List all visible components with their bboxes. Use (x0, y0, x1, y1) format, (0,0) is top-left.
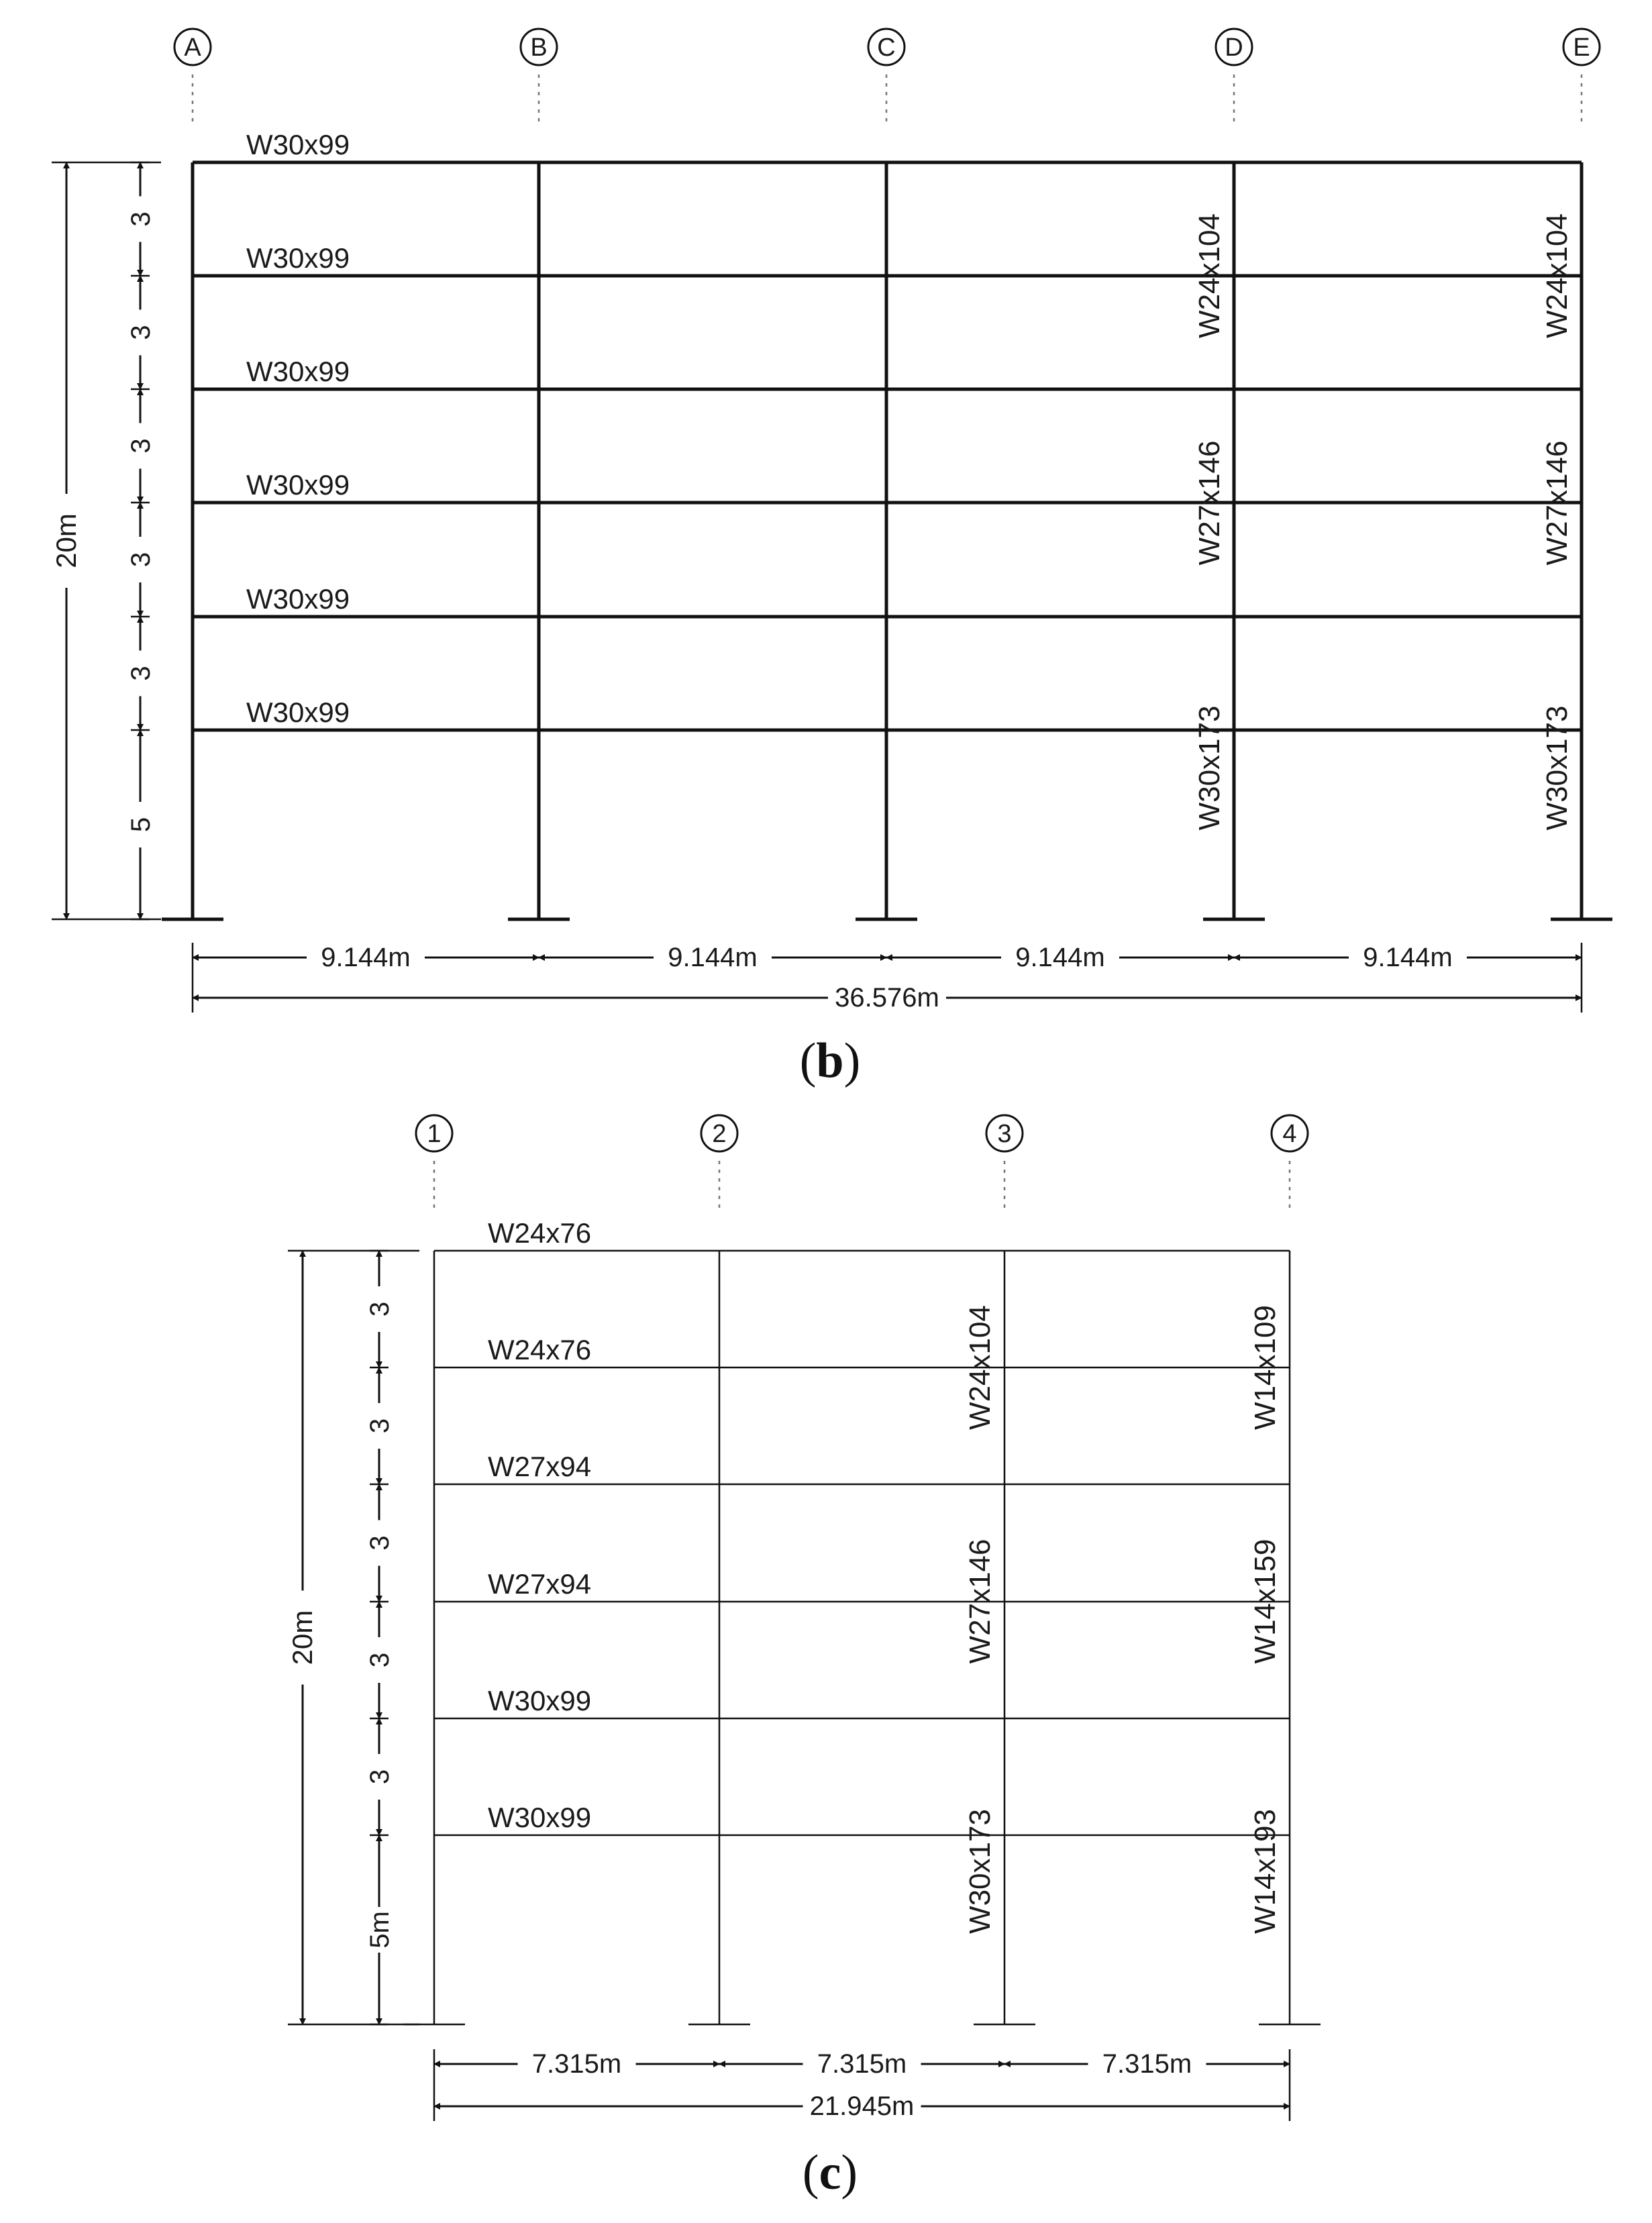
grid-label-3: 3 (997, 1120, 1012, 1148)
frame-elevation-b (50, 29, 1612, 1088)
bay-span-dimension-label: 9.144m (321, 943, 411, 972)
beam-label: W30x99 (246, 356, 350, 387)
grid-label-A: A (184, 34, 201, 62)
story-height-label: 5 (126, 817, 156, 833)
grid-label-D: D (1225, 34, 1243, 62)
column-section-label: W27x146 (1541, 440, 1573, 566)
column-section-label: W27x146 (964, 1539, 996, 1664)
column-section-label: W24x104 (1193, 213, 1226, 338)
caption-letter: b (816, 1033, 844, 1088)
beam-label: W27x94 (488, 1568, 592, 1600)
column-section-label: W30x173 (1541, 705, 1573, 831)
column-section-label: W14x193 (1249, 1809, 1282, 1934)
figure-caption (803, 2145, 858, 2200)
column-section-label: W24x104 (1541, 213, 1573, 338)
bay-span-dimension-label: 9.144m (668, 943, 758, 972)
frame-elevation-c (287, 1115, 1321, 2200)
total-span-dimension-label: 36.576m (835, 983, 939, 1013)
column-section-label: W30x173 (964, 1809, 996, 1934)
story-height-label: 3 (365, 1535, 395, 1551)
caption-open: ( (802, 2145, 819, 2200)
bay-span-dimension-label: 7.315m (817, 2049, 907, 2079)
grid-label-1: 1 (427, 1120, 442, 1148)
height-dimension-label: 20m (287, 1610, 318, 1665)
column-section-label: W30x173 (1193, 705, 1226, 831)
beam-label: W30x99 (246, 696, 350, 728)
bay-span-dimension-label: 9.144m (1015, 943, 1105, 972)
column-section-label: W14x159 (1249, 1539, 1282, 1664)
grid-label-C: C (877, 34, 896, 62)
beam-label: W30x99 (488, 1685, 592, 1716)
story-height-label: 3 (126, 552, 156, 568)
caption-open: ( (799, 1033, 817, 1088)
total-span-dimension-label: 21.945m (809, 2091, 915, 2121)
column-section-label: W14x109 (1249, 1305, 1282, 1430)
story-height-label: 3 (365, 1418, 395, 1434)
story-height-label: 3 (365, 1301, 395, 1317)
grid-label-B: B (530, 34, 548, 62)
beam-label: W24x76 (488, 1334, 592, 1365)
story-height-label: 3 (126, 325, 156, 340)
beam-label: W24x76 (488, 1217, 592, 1249)
bay-span-dimension-label: 7.315m (531, 2049, 622, 2079)
story-height-label: 3 (365, 1652, 395, 1668)
column-section-label: W24x104 (964, 1305, 996, 1430)
beam-label: W27x94 (488, 1451, 592, 1482)
bay-span-dimension-label: 7.315m (1102, 2049, 1192, 2079)
figure-caption (800, 1033, 860, 1088)
caption-close: ) (843, 1033, 861, 1088)
beam-label: W30x99 (246, 242, 350, 274)
caption-close: ) (841, 2145, 858, 2200)
beam-label: W30x99 (246, 129, 350, 160)
caption-letter: c (819, 2145, 841, 2200)
bay-span-dimension-label: 9.144m (1363, 943, 1453, 972)
beam-label: W30x99 (488, 1802, 592, 1833)
beam-label: W30x99 (246, 469, 350, 501)
grid-label-E: E (1573, 34, 1590, 62)
story-height-label: 3 (126, 438, 156, 454)
height-dimension-label: 20m (50, 513, 82, 568)
beam-label: W30x99 (246, 583, 350, 615)
grid-label-4: 4 (1282, 1120, 1297, 1148)
story-height-label: 3 (365, 1769, 395, 1785)
column-section-label: W27x146 (1193, 440, 1226, 566)
story-height-label: 3 (126, 666, 156, 681)
grid-label-2: 2 (712, 1120, 727, 1148)
story-height-label: 3 (126, 211, 156, 227)
story-height-label: 5m (365, 1911, 395, 1949)
